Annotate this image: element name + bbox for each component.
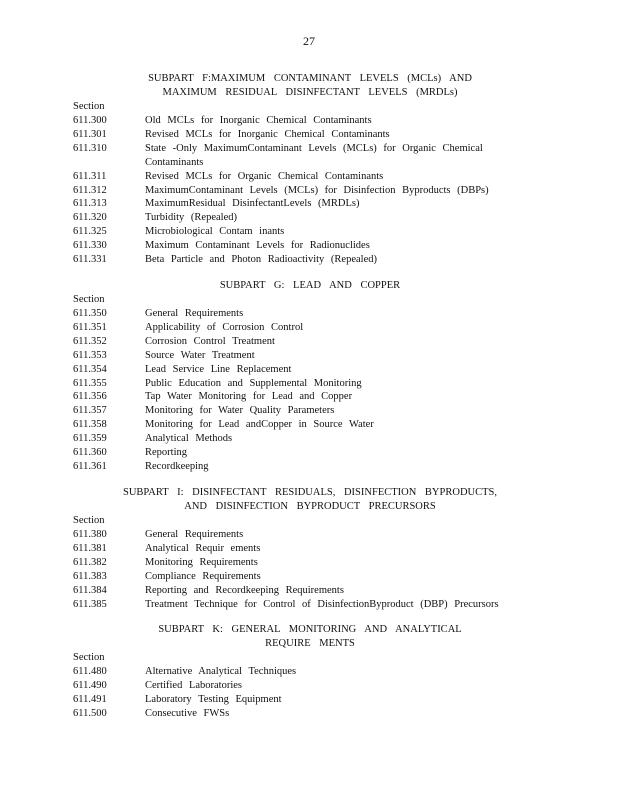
section-entry (73, 184, 543, 198)
section-entry (73, 128, 543, 142)
section-title: MaximumResidual DisinfectantLevels (MRDLs) (145, 198, 360, 210)
section-entry (73, 377, 543, 391)
section-entry (73, 225, 543, 239)
section-number: 611.310 (73, 142, 107, 154)
section-number: 611.500 (73, 707, 107, 719)
section-entry (73, 197, 543, 211)
section-title: Certified Laboratories (145, 679, 243, 691)
section-label: Section (73, 652, 105, 663)
section-title: Revised MCLs for Organic Chemical Contaminants (145, 170, 384, 182)
heading-line: MAXIMUM RESIDUAL DISINFECTANT LEVELS (MRDLs) (162, 86, 458, 98)
subpart-g-heading (60, 279, 560, 293)
section-entry (73, 446, 543, 460)
section-number: 611.355 (73, 377, 107, 389)
section-title: Old MCLs for Inorganic Chemical Contaminants (145, 115, 372, 126)
section-entry (73, 404, 543, 418)
section-number: 611.352 (73, 335, 107, 347)
section-number: 611.320 (73, 212, 107, 224)
subpart-g-sections (73, 293, 543, 474)
section-entry (73, 528, 543, 542)
section-title: Beta Particle and Photon Radioactivity (Repealed) (145, 254, 377, 266)
section-number: 611.359 (73, 433, 107, 445)
section-title: Consecutive FWSs (145, 707, 230, 719)
section-title: MaximumContaminant Levels (MCLs) for Disinfection Byproducts (DBPs) (145, 184, 489, 196)
section-entry (73, 114, 543, 128)
heading-line: SUBPART K: GENERAL MONITORING AND ANALYTICAL (158, 624, 462, 635)
section-entry (73, 693, 543, 707)
section-number: 611.351 (73, 321, 107, 333)
section-entry (73, 211, 543, 225)
section-entry (73, 239, 543, 253)
section-title: Treatment Technique for Control of DisinfectionByproduct (DBP) Precursors (145, 598, 499, 610)
section-entry (73, 570, 543, 584)
section-entry (73, 432, 543, 446)
section-entry (73, 170, 543, 184)
section-entry (73, 707, 543, 721)
page-number: 27 (303, 34, 315, 48)
section-title: Public Education and Supplemental Monitoring (145, 377, 362, 389)
section-number: 611.380 (73, 529, 107, 540)
section-entry (73, 142, 543, 170)
section-number: 611.354 (73, 363, 107, 375)
section-title: Microbiological Contam inants (145, 226, 285, 238)
section-title: Monitoring Requirements (145, 556, 258, 568)
section-title: Laboratory Testing Equipment (145, 693, 282, 705)
section-number: 611.491 (73, 693, 107, 705)
section-number: 611.383 (73, 570, 107, 582)
section-title: Applicability of Corrosion Control (145, 321, 304, 333)
subpart-k-sections (73, 651, 543, 721)
section-number: 611.300 (73, 115, 107, 126)
section-title: General Requirements (145, 308, 244, 319)
section-entry (73, 679, 543, 693)
section-title: Analytical Requir ements (145, 542, 261, 554)
section-entry (73, 598, 543, 612)
section-entry (73, 584, 543, 598)
heading-line: SUBPART G: LEAD AND COPPER (219, 280, 401, 291)
section-title: Monitoring for Lead andCopper in Source Water (145, 419, 374, 431)
section-title: Lead Service Line Replacement (145, 363, 292, 375)
subpart-f-heading (60, 72, 560, 100)
section-label: Section (73, 101, 105, 112)
subpart-k-heading (60, 623, 560, 651)
section-title: Tap Water Monitoring for Lead and Copper (145, 391, 353, 403)
section-label: Section (73, 515, 105, 526)
section-number: 611.385 (73, 598, 107, 610)
subpart-i-heading (60, 486, 560, 514)
section-title: Source Water Treatment (145, 349, 255, 361)
section-entry (73, 363, 543, 377)
heading-line: SUBPART I: DISINFECTANT RESIDUALS, DISINFECTION BYPRODUCTS, (122, 487, 497, 498)
section-entry (73, 418, 543, 432)
section-title: State -Only MaximumContaminant Levels (MCLs) for Organic Chemical Contaminants (145, 142, 483, 168)
heading-line: REQUIRE MENTS (265, 637, 355, 649)
section-entry (73, 335, 543, 349)
section-number: 611.361 (73, 460, 107, 472)
section-entry (73, 542, 543, 556)
section-entry (73, 321, 543, 335)
section-number: 611.353 (73, 349, 107, 361)
section-title: Monitoring for Water Quality Parameters (145, 405, 335, 417)
section-number: 611.311 (73, 170, 107, 182)
section-number: 611.381 (73, 542, 107, 554)
section-number: 611.490 (73, 679, 107, 691)
section-label: Section (73, 294, 105, 305)
section-entry (73, 390, 543, 404)
section-title: Recordkeeping (145, 460, 209, 472)
section-title: Reporting and Recordkeeping Requirements (145, 584, 344, 596)
section-number: 611.312 (73, 184, 107, 196)
section-entry (73, 556, 543, 570)
section-number: 611.313 (73, 198, 107, 210)
section-number: 611.358 (73, 419, 107, 431)
section-title: Revised MCLs for Inorganic Chemical Contaminants (145, 128, 390, 140)
section-title: General Requirements (145, 529, 244, 540)
section-number: 611.325 (73, 226, 107, 238)
section-number: 611.301 (73, 128, 107, 140)
section-title: Reporting (145, 447, 187, 459)
section-number: 611.480 (73, 666, 107, 677)
heading-line: AND DISINFECTION BYPRODUCT PRECURSORS (184, 500, 436, 512)
heading-line: SUBPART F:MAXIMUM CONTAMINANT LEVELS (MCLs) AND (148, 73, 472, 84)
section-number: 611.350 (73, 308, 107, 319)
section-number: 611.331 (73, 254, 107, 266)
section-entry (73, 307, 543, 321)
section-title: Alternative Analytical Techniques (145, 666, 297, 677)
section-title: Compliance Requirements (145, 570, 261, 582)
section-number: 611.357 (73, 405, 107, 417)
section-number: 611.384 (73, 584, 107, 596)
section-title: Maximum Contaminant Levels for Radionuclides (145, 240, 370, 252)
section-number: 611.360 (73, 447, 107, 459)
section-entry (73, 665, 543, 679)
section-number: 611.356 (73, 391, 107, 403)
section-entry (73, 460, 543, 474)
subpart-i-sections (73, 514, 543, 611)
section-title: Analytical Methods (145, 433, 233, 445)
section-number: 611.382 (73, 556, 107, 568)
section-entry (73, 253, 543, 267)
subpart-f-sections (73, 100, 543, 267)
section-number: 611.330 (73, 240, 107, 252)
section-title: Corrosion Control Treatment (145, 335, 275, 347)
section-entry (73, 349, 543, 363)
section-title: Turbidity (Repealed) (145, 212, 237, 224)
